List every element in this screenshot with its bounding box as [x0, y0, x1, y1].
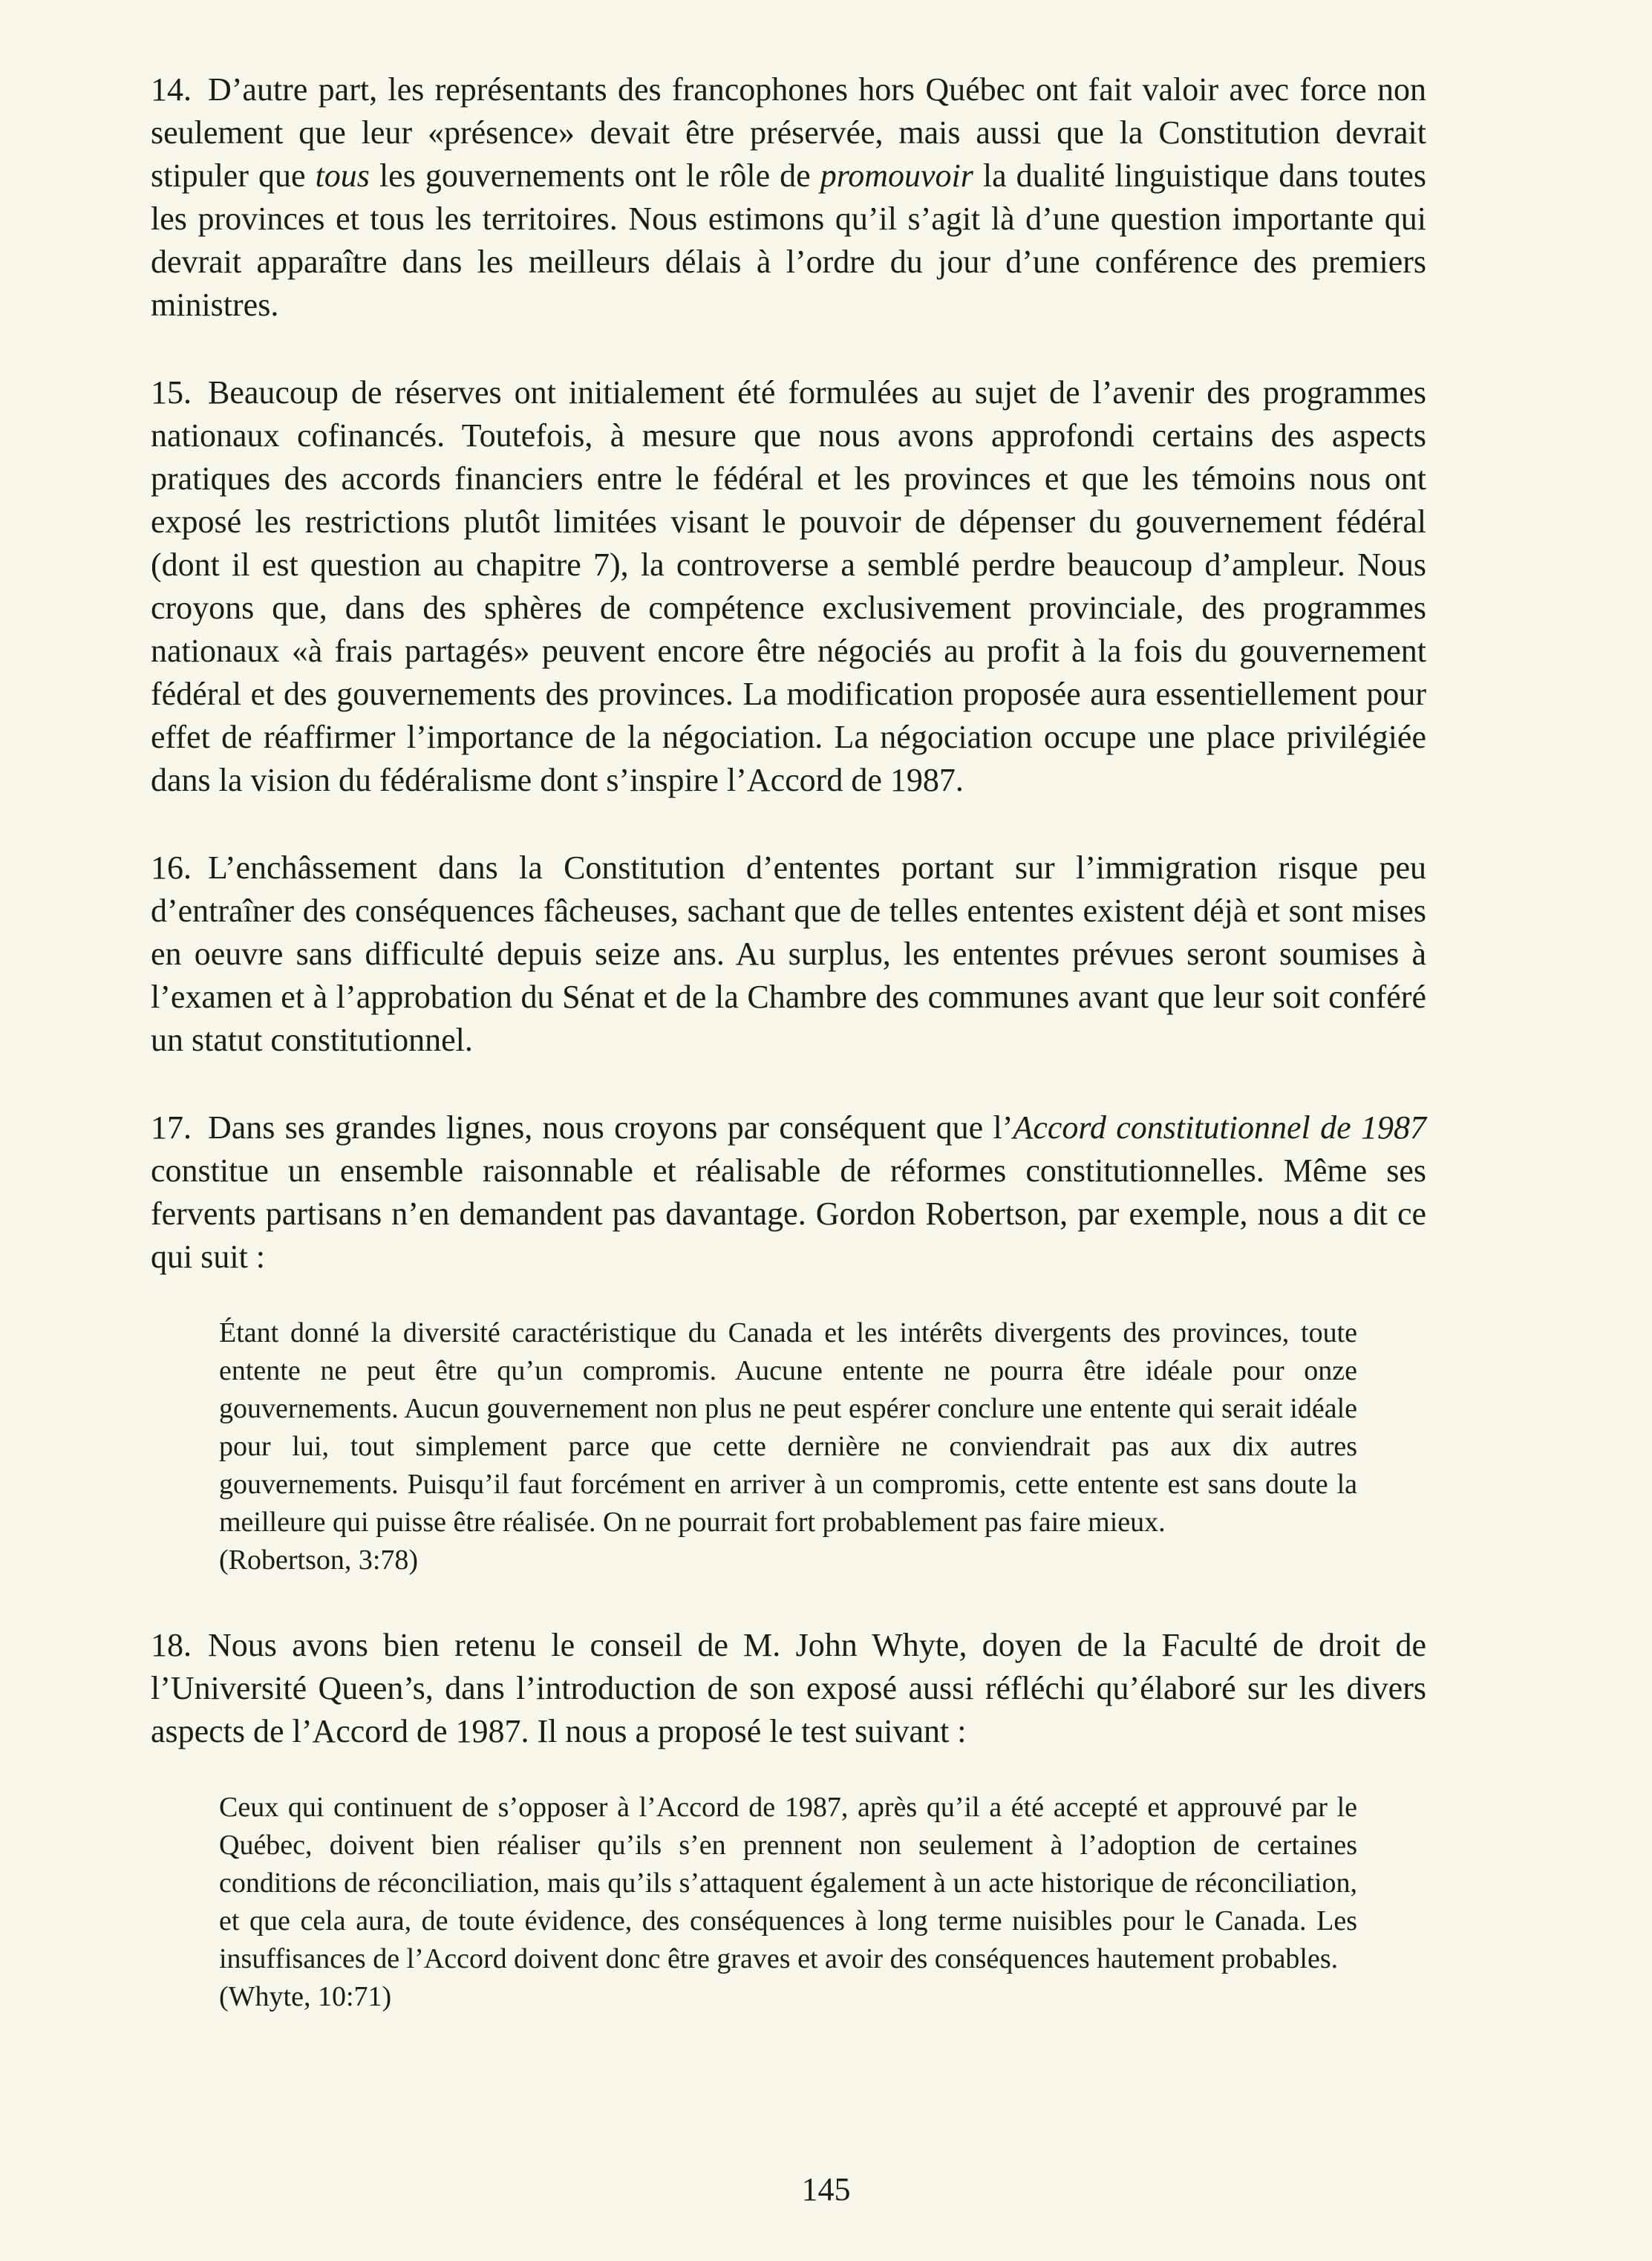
paragraph-16: [151, 846, 1426, 1062]
text-column: [151, 68, 1426, 2016]
paragraph-spacer: [151, 802, 1426, 846]
paragraph-14: [151, 68, 1426, 327]
emphasis-text: promouvoir: [820, 157, 973, 194]
paragraph-15: [151, 371, 1426, 802]
paragraph-text: les gouvernements ont le rôle de: [369, 157, 820, 194]
paragraph-number: 17.: [151, 1109, 192, 1146]
paragraph-number: 16.: [151, 849, 192, 886]
quote-text: Étant donné la diversité caractéristique du Canada et les intérêts divergents des provinces, toute entente ne peut être qu’un compromis. Aucune entente ne pourra être idéale pour onze gouvernements. Aucun gouvernement non plus ne peut espérer conclure une entente qui serait idéale pour lui, tout simplement parce que cette dernière ne conviendrait pas aux dix autres gouvernements. Puisqu’il faut forcément en arriver à un compromis, cette entente est sans doute la meilleure qui puisse être réalisée. On ne pourrait fort probablement pas faire mieux.: [219, 1317, 1357, 1538]
paragraph-text: Dans ses grandes lignes, nous croyons par conséquent que l’: [208, 1109, 1013, 1146]
paragraph-number: 14.: [151, 71, 192, 108]
quote-text: Ceux qui continuent de s’opposer à l’Accord de 1987, après qu’il a été accepté et approuvé par le Québec, doivent bien réaliser qu’ils s’en prennent non seulement à l’adoption de certaines conditions de réconciliation, mais qu’ils s’attaquent également à un acte historique de réconciliation, et que cela aura, de toute évidence, des conséquences à long terme nuisibles pour le Canada. Les insuffisances de l’Accord doivent donc être graves et avoir des conséquences hautement probables.: [219, 1792, 1357, 1974]
paragraph-number: 18.: [151, 1627, 192, 1663]
quote-citation: (Whyte, 10:71): [219, 1981, 392, 2012]
paragraph-spacer: [151, 1579, 1426, 1624]
paragraph-text: L’enchâssement dans la Constitution d’ententes portant sur l’immigration risque peu d’entraîner des conséquences fâcheuses, sachant que de telles ententes existent déjà et sont mises en oeuvre sans difficulté depuis seize ans. Au surplus, les ententes prévues seront soumises à l’examen et à l’approbation du Sénat et de la Chambre des communes avant que leur soit conféré un statut constitutionnel.: [151, 849, 1426, 1058]
paragraph-text: D’autre part, les représentants des francophones hors Québec ont fait valoir avec force non seulement que leur «présence» devait être préservée, mais aussi que la Constitution devrait stipuler que: [151, 71, 1426, 194]
paragraph-text: Beaucoup de réserves ont initialement été formulées au sujet de l’avenir des programmes nationaux cofinancés. Toutefois, à mesure que nous avons approfondi certains des aspects pratiques des accords financiers entre le fédéral et les provinces et que les témoins nous ont exposé les restrictions plutôt limitées visant le pouvoir de dépenser du gouvernement fédéral (dont il est question au chapitre 7), la controverse a semblé perdre beaucoup d’ampleur. Nous croyons que, dans des sphères de compétence exclusivement provinciale, des programmes nationaux «à frais partagés» peuvent encore être négociés au profit à la fois du gouvernement fédéral et des gouvernements des provinces. La modification proposée aura essentiellement pour effet de réaffirmer l’importance de la négociation. La négociation occupe une place privilégiée dans la vision du fédéralisme dont s’inspire l’Accord de 1987.: [151, 374, 1426, 798]
block-quote-robertson: [219, 1314, 1357, 1579]
emphasis-text: Accord constitutionnel de 1987: [1013, 1109, 1426, 1146]
paragraph-number: 15.: [151, 374, 192, 411]
page-number: 145: [801, 2171, 851, 2208]
block-quote-whyte: [219, 1789, 1357, 2016]
paragraph-18: [151, 1624, 1426, 1753]
paragraph-17: [151, 1106, 1426, 1279]
paragraph-spacer: [151, 1062, 1426, 1106]
paragraph-text: la dualité linguistique dans toutes les provinces et tous les territoires. Nous estimons qu’il s’agit là d’une question importante qui devrait apparaître dans les meilleurs délais à l’ordre du jour d’une conférence des premiers ministres.: [151, 157, 1426, 323]
quote-citation: (Robertson, 3:78): [219, 1544, 419, 1576]
paragraph-spacer: [151, 327, 1426, 371]
paragraph-text: constitue un ensemble raisonnable et réalisable de réformes constitutionnelles. Même ses fervents partisans n’en demandent pas davantage. Gordon Robertson, par exemple, nous a dit ce qui suit :: [151, 1152, 1426, 1275]
paragraph-text: Nous avons bien retenu le conseil de M. John Whyte, doyen de la Faculté de droit de l’Université Queen’s, dans l’introduction de son exposé aussi réfléchi qu’élaboré sur les divers aspects de l’Accord de 1987. Il nous a proposé le test suivant :: [151, 1627, 1426, 1749]
emphasis-text: tous: [315, 157, 370, 194]
